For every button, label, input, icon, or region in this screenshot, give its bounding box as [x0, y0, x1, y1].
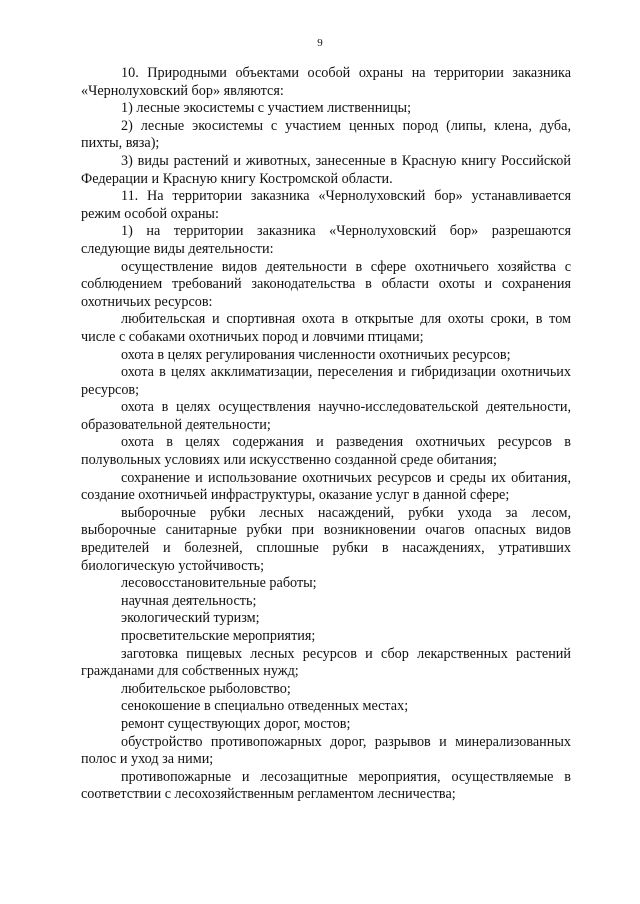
list-item: обустройство противопожарных дорог, разрывов и минерализованных полос и уход за ними;	[81, 733, 571, 768]
list-item: экологический туризм;	[121, 610, 260, 627]
document-body	[81, 65, 571, 804]
list-item: выборочные рубки лесных насаждений, рубки ухода за лесом, выборочные санитарные рубки при возникновении очагов опасных видов вредителей и болезней, сплошные рубки в насаждениях, утративших биологическую устойчивость;	[81, 504, 571, 574]
list-item: противопожарные и лесозащитные мероприятия, осуществляемые в соответствии с лесохозяйственным регламентом лесничества;	[81, 768, 571, 803]
list-item: 1) на территории заказника «Чернолуховский бор» разрешаются следующие виды деятельности:	[81, 223, 571, 257]
page-number: 9	[317, 37, 323, 49]
list-item: любительская и спортивная охота в открытые для охоты сроки, в том числе с собаками охотничьих пород и ловчими птицами;	[81, 311, 571, 345]
list-item: сенокошение в специально отведенных местах;	[121, 698, 409, 715]
list-item: охота в целях акклиматизации, переселения и гибридизации охотничьих ресурсов;	[81, 364, 571, 398]
list-item: 3) виды растений и животных, занесенные в Красную книгу Российской Федерации и Красную книгу Костромской области.	[81, 152, 571, 187]
list-item: осуществление видов деятельности в сфере охотничьего хозяйства с соблюдением требований законодательства в области охоты и сохранения охотничьих ресурсов:	[81, 258, 571, 310]
list-item: ремонт существующих дорог, мостов;	[121, 715, 351, 732]
list-item: любительское рыболовство;	[121, 680, 291, 697]
list-item: охота в целях регулирования численности охотничьих ресурсов;	[121, 346, 511, 363]
paragraph-10-heading: 10. Природными объектами особой охраны на территории заказника «Чернолуховский бор» являются:	[81, 65, 571, 99]
list-item: просветительские мероприятия;	[121, 628, 316, 644]
list-item: научная деятельность;	[121, 592, 257, 609]
list-item: заготовка пищевых лесных ресурсов и сбор лекарственных растений гражданами для собственных нужд;	[81, 645, 571, 680]
list-item: охота в целях содержания и разведения охотничьих ресурсов в полувольных условиях или искусственно созданной среде обитания;	[81, 434, 571, 469]
list-item: охота в целях осуществления научно-исследовательской деятельности, образовательной деятельности;	[81, 399, 571, 433]
list-item: сохранение и использование охотничьих ресурсов и среды их обитания, создание охотничьей инфраструктуры, оказание услуг в данной сфере;	[81, 469, 571, 504]
list-item: лесовосстановительные работы;	[121, 575, 317, 592]
list-item: 2) лесные экосистемы с участием ценных пород (липы, клена, дуба, пихты, вяза);	[81, 117, 571, 152]
paragraph-11-heading: 11. На территории заказника «Чернолуховский бор» устанавливается режим особой охраны:	[81, 188, 571, 222]
list-item: 1) лесные экосистемы с участием лиственницы;	[121, 100, 412, 117]
